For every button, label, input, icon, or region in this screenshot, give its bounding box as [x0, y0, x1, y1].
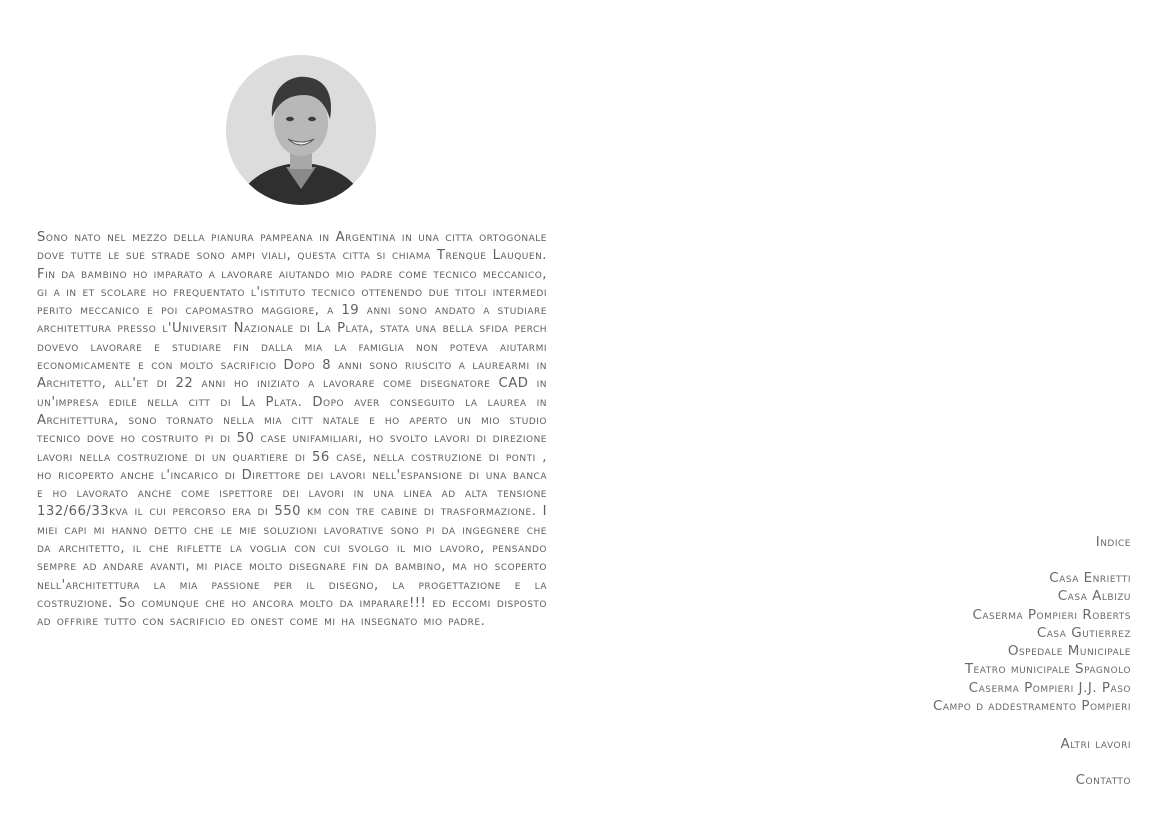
project-link-casa-enrietti[interactable]: Casa Enrietti — [1049, 570, 1131, 586]
index-menu — [811, 533, 1131, 789]
profile-photo — [226, 55, 376, 205]
project-link-ospedale-municipale[interactable]: Ospedale Municipale — [1007, 643, 1131, 660]
project-link-casa-albizu[interactable]: Casa Albizu — [1057, 588, 1131, 605]
portrait-image — [226, 55, 376, 205]
project-link-campo-addestramento-pompieri[interactable]: Campo d addestramento Pompieri — [932, 698, 1131, 715]
project-link-casa-gutierrez[interactable]: Casa Gutierrez — [1036, 624, 1131, 641]
project-link-caserma-pompieri-roberts[interactable]: Caserma Pompieri Roberts — [972, 606, 1131, 623]
index-title: Indice — [1095, 534, 1131, 550]
biography-text: Sono nato nel mezzo della pianura pampeana in Argentina in una citta ortogonale dove tutte le sue strade sono ampi viali, questa citta si chiama Trenque Lauquen. Fin da bambino ho imparato a lavorare aiutando mio padre come tecnico meccanico, gi a in et scolare ho frequentato l'istituto tecnico ottenendo due titoli intermedi perito meccanico e poi capomastro maggiore, a 19 anni sono andato a studiare architettura presso l'Universit Nazionale di La Plata, stata una bella sfida perch dovevo lavorare e studiare fin dalla mia la famiglia non poteva aiutarmi economicamente e con molto sacrificio Dopo 8 anni sono riuscito a laurearmi in Architetto, all'et di 22 anni ho iniziato a lavorare come disegnatore CAD in un'impresa edile nella citt di La Plata. Dopo aver conseguito la laurea in Architettura, sono tornato nella mia citt natale e ho aperto un mio studio tecnico dove ho costruito pi di 50 case unifamiliari, ho svolto lavori di direzione lavori nella costruzione di un quartiere di 56 case, nella costruzione di ponti , ho ricoperto anche l'incarico di Direttore dei lavori nell'espansione di una banca e ho lavorato anche come ispettore dei lavori in una linea ad alta tensione 132/66/33kva il cui percorso era di 550 km con tre cabine di trasformazione. I miei capi mi hanno detto che le mie soluzioni lavorative sono pi da ingegnere che da architetto, il che riflette la voglia con cui svolgo il mio lavoro, pensando sempre ad andare avanti, mi piace molto disegnare fin da bambino, ma ho scoperto nell'architettura la mia passione per il disegno, la progettazione e la costruzione. So comunque che ho ancora molto da imparare!!! ed eccomi disposto ad offrire tutto con sacrificio ed onest come mi ha insegnato mio padre. — [37, 230, 547, 630]
project-link-teatro-municipale-spagnolo[interactable]: Teatro municipale Spagnolo — [964, 661, 1131, 678]
project-list — [811, 569, 1131, 715]
contact-link[interactable]: Contatto — [1075, 772, 1131, 789]
other-works-link[interactable]: Altri lavori — [1060, 736, 1131, 753]
project-link-caserma-pompieri-jj-paso[interactable]: Caserma Pompieri J.J. Paso — [968, 679, 1131, 696]
